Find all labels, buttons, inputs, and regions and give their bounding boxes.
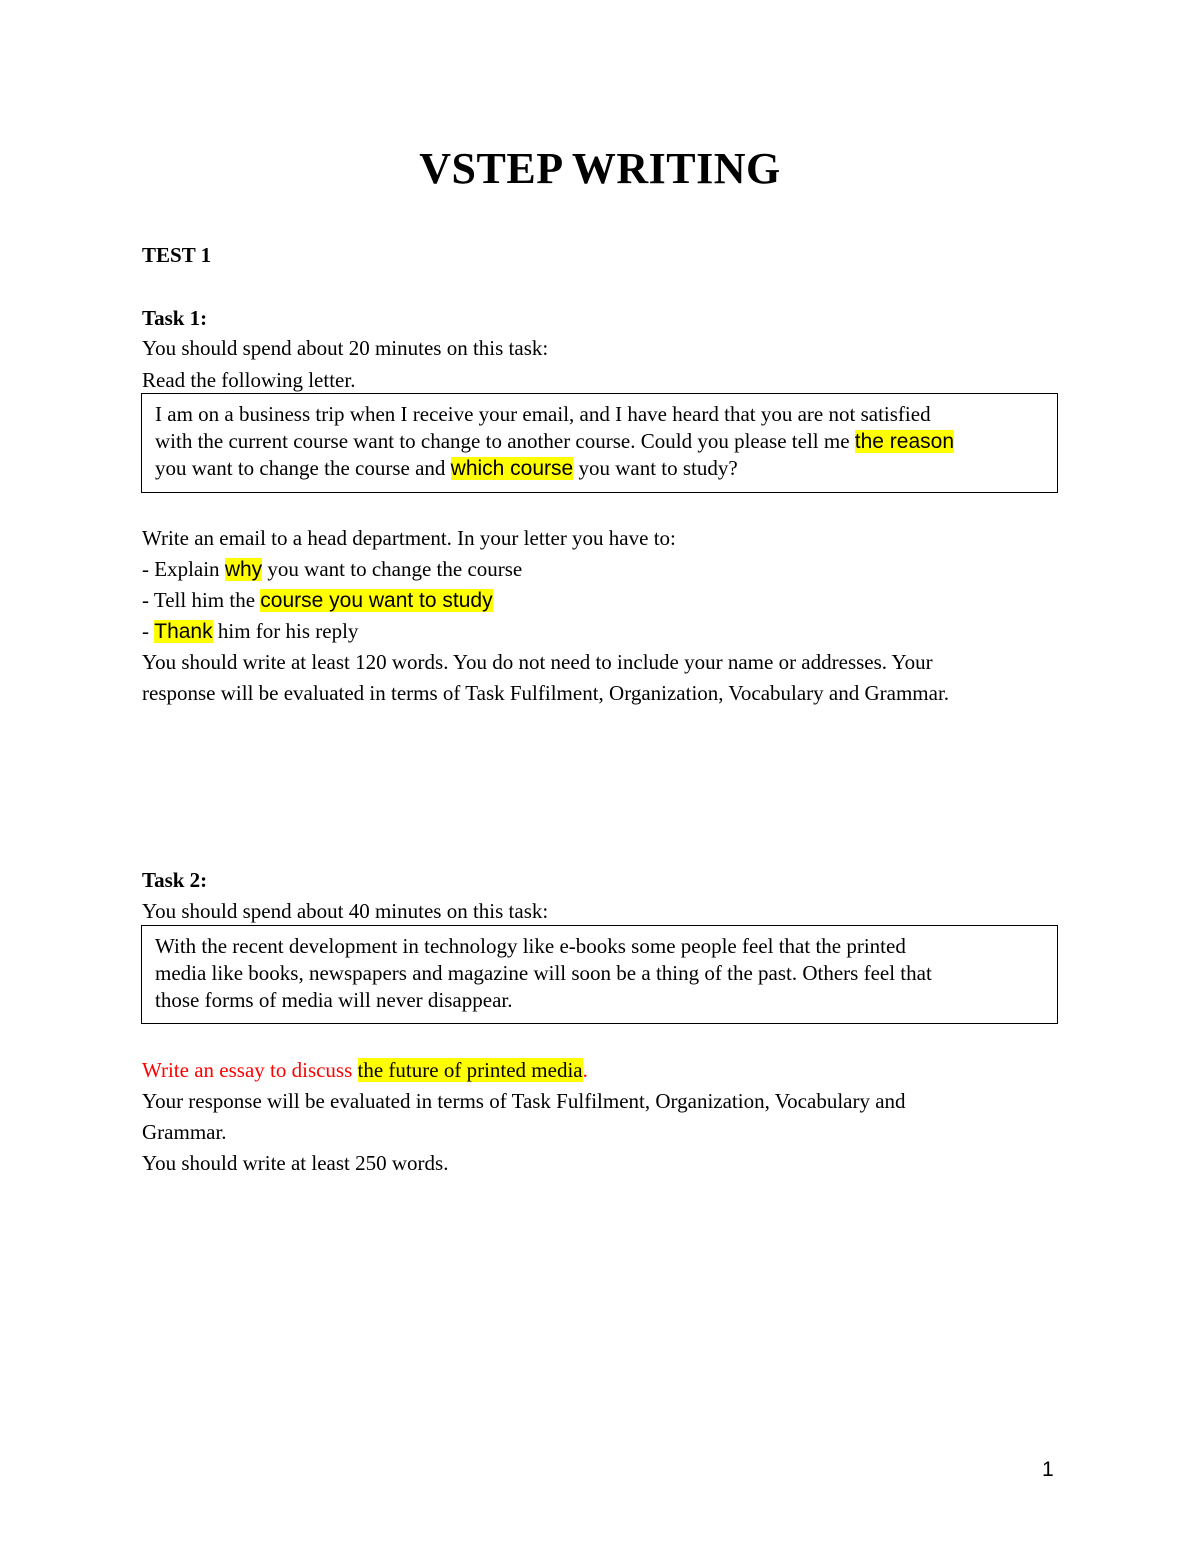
task2-statement-box [141, 925, 1058, 1024]
letter-line-1: I am on a business trip when I receive your email, and I have heard that you are not satisfied [155, 402, 931, 426]
page-number: 1 [1042, 1458, 1054, 1481]
highlight-thank: Thank [154, 620, 213, 643]
task1-read-instruction: Read the following letter. [142, 368, 356, 392]
bullet-3-suffix: him for his reply [212, 619, 359, 643]
bullet-3-prefix: - [142, 619, 155, 643]
task1-heading: Task 1: [142, 306, 208, 330]
task1-bullet-tell [142, 586, 493, 615]
task1-bullet-explain [142, 555, 522, 584]
task2-prompt [142, 1056, 588, 1084]
letter-line-3-text-b: you want to study? [573, 456, 738, 480]
task1-bullet-thank [142, 617, 358, 646]
task1-requirement-line-1: You should write at least 120 words. You do not need to include your name or addresses. Your [142, 650, 933, 674]
task2-evaluation-line-2: Grammar. [142, 1120, 227, 1144]
highlight-course-you-want-to-study: course you want to study [260, 589, 493, 612]
statement-line-1: With the recent development in technology like e-books some people feel that the printed [155, 934, 906, 958]
statement-line-2: media like books, newspapers and magazine will soon be a thing of the past. Others feel that [155, 961, 932, 985]
highlight-the-reason: the reason [854, 430, 955, 453]
bullet-1-prefix: - Explain [142, 557, 225, 581]
letter-line-3-text-a: you want to change the course and [155, 456, 451, 480]
task2-prompt-period: . [582, 1058, 588, 1082]
task2-word-requirement: You should write at least 250 words. [142, 1151, 449, 1175]
document-title: VSTEP WRITING [419, 144, 781, 193]
task1-time-instruction: You should spend about 20 minutes on this task: [142, 336, 549, 360]
task2-time-instruction: You should spend about 40 minutes on this task: [142, 899, 549, 923]
test-label: TEST 1 [142, 243, 212, 267]
task2-prompt-red-text: Write an essay to discuss [142, 1058, 358, 1082]
highlight-future-of-printed-media: the future of printed media [357, 1058, 583, 1082]
statement-line-3: those forms of media will never disappear. [155, 988, 513, 1012]
highlight-which-course: which course [450, 457, 574, 480]
task1-requirement-line-2: response will be evaluated in terms of Task Fulfilment, Organization, Vocabulary and Grammar. [142, 681, 950, 705]
bullet-1-suffix: you want to change the course [262, 557, 523, 581]
task1-letter-box [141, 393, 1058, 493]
task1-prompt: Write an email to a head department. In your letter you have to: [142, 526, 676, 550]
highlight-why: why [224, 558, 263, 581]
task2-heading: Task 2: [142, 868, 208, 892]
bullet-2-prefix: - Tell him the [142, 588, 261, 612]
task2-evaluation-line-1: Your response will be evaluated in terms of Task Fulfilment, Organization, Vocabulary and [142, 1089, 906, 1113]
letter-line-2 [155, 428, 1045, 455]
letter-line-2-text: with the current course want to change to another course. Could you please tell me [155, 429, 855, 453]
letter-line-3 [155, 455, 1045, 482]
